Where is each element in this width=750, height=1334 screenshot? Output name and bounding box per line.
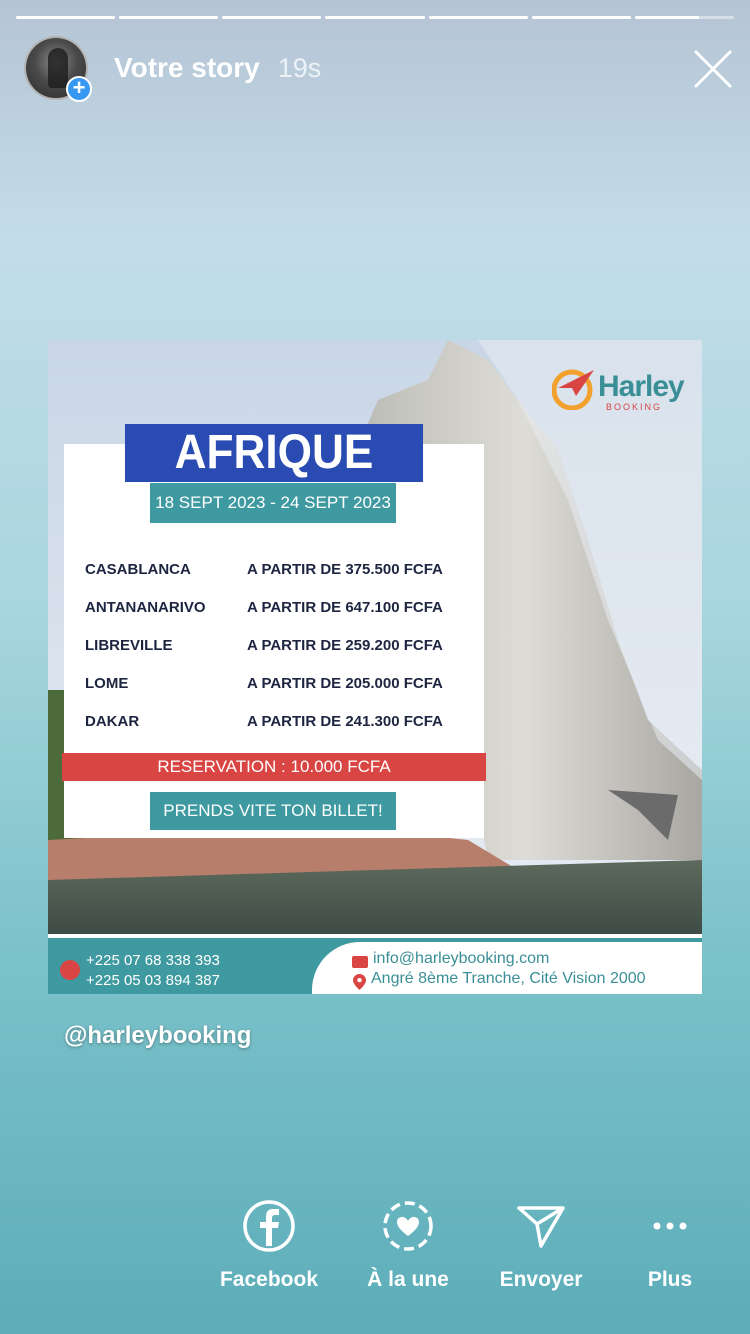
highlight-label: À la une [367,1268,449,1291]
close-icon[interactable] [692,48,734,90]
progress-segment [635,16,734,19]
highlight-heart-icon [380,1198,436,1254]
more-icon [642,1198,698,1254]
route-list [85,550,475,740]
route-city: DAKAR [85,712,140,730]
route-price: A PARTIR DE 259.200 FCFA [247,636,443,654]
email-address: info@harleybooking.com [373,950,550,967]
story-actions [0,1198,750,1308]
progress-segment [16,16,115,19]
phone-number: +225 05 03 894 387 [86,972,220,989]
story-header [24,36,734,100]
more-label: Plus [647,1268,693,1291]
progress-segment [325,16,424,19]
route-row [85,702,475,740]
route-row [85,550,475,588]
route-row [85,664,475,702]
mention-sticker[interactable]: @harleybooking [64,1022,252,1049]
location-pin-icon [353,974,366,990]
reservation-banner: RESERVATION : 10.000 FCFA [62,753,486,781]
street-address: Angré 8ème Tranche, Cité Vision 2000 [371,970,646,987]
route-price: A PARTIR DE 375.500 FCFA [247,560,443,578]
cta-banner: PRENDS VITE TON BILLET! [150,792,396,830]
story-progress [16,16,734,19]
contact-bar [48,934,702,994]
route-city: CASABLANCA [85,560,191,578]
progress-segment [222,16,321,19]
brand-subtitle: BOOKING [606,402,663,412]
progress-segment [119,16,218,19]
route-row [85,626,475,664]
highlight-button[interactable] [338,1198,478,1292]
route-price: A PARTIR DE 647.100 FCFA [247,598,443,616]
send-icon [513,1198,569,1254]
harley-booking-logo [552,354,696,414]
mail-icon [352,956,368,968]
send-label: Envoyer [499,1268,583,1291]
avatar[interactable] [24,36,88,100]
add-story-icon[interactable]: + [66,76,92,102]
brand-name: Harley [598,370,684,403]
route-city: LIBREVILLE [85,636,173,654]
offer-heading: AFRIQUE [125,424,423,482]
shared-post[interactable] [48,340,702,994]
route-city: LOME [85,674,129,692]
route-row [85,588,475,626]
offer-dates: 18 SEPT 2023 - 24 SEPT 2023 [150,483,396,523]
route-price: A PARTIR DE 205.000 FCFA [247,674,443,692]
progress-segment [532,16,631,19]
story-title: Votre story [114,52,260,83]
more-button[interactable] [600,1198,740,1292]
story-timestamp: 19s [277,52,322,83]
facebook-button[interactable] [199,1198,339,1292]
route-city: ANTANANARIVO [85,598,206,616]
phone-number: +225 07 68 338 393 [86,952,220,969]
send-button[interactable] [471,1198,611,1292]
progress-segment [429,16,528,19]
route-price: A PARTIR DE 241.300 FCFA [247,712,443,730]
plane-logo-icon [552,366,596,410]
facebook-icon [241,1198,297,1254]
facebook-label: Facebook [219,1268,319,1291]
avatar-photo [48,48,68,88]
phone-icon [60,960,80,980]
